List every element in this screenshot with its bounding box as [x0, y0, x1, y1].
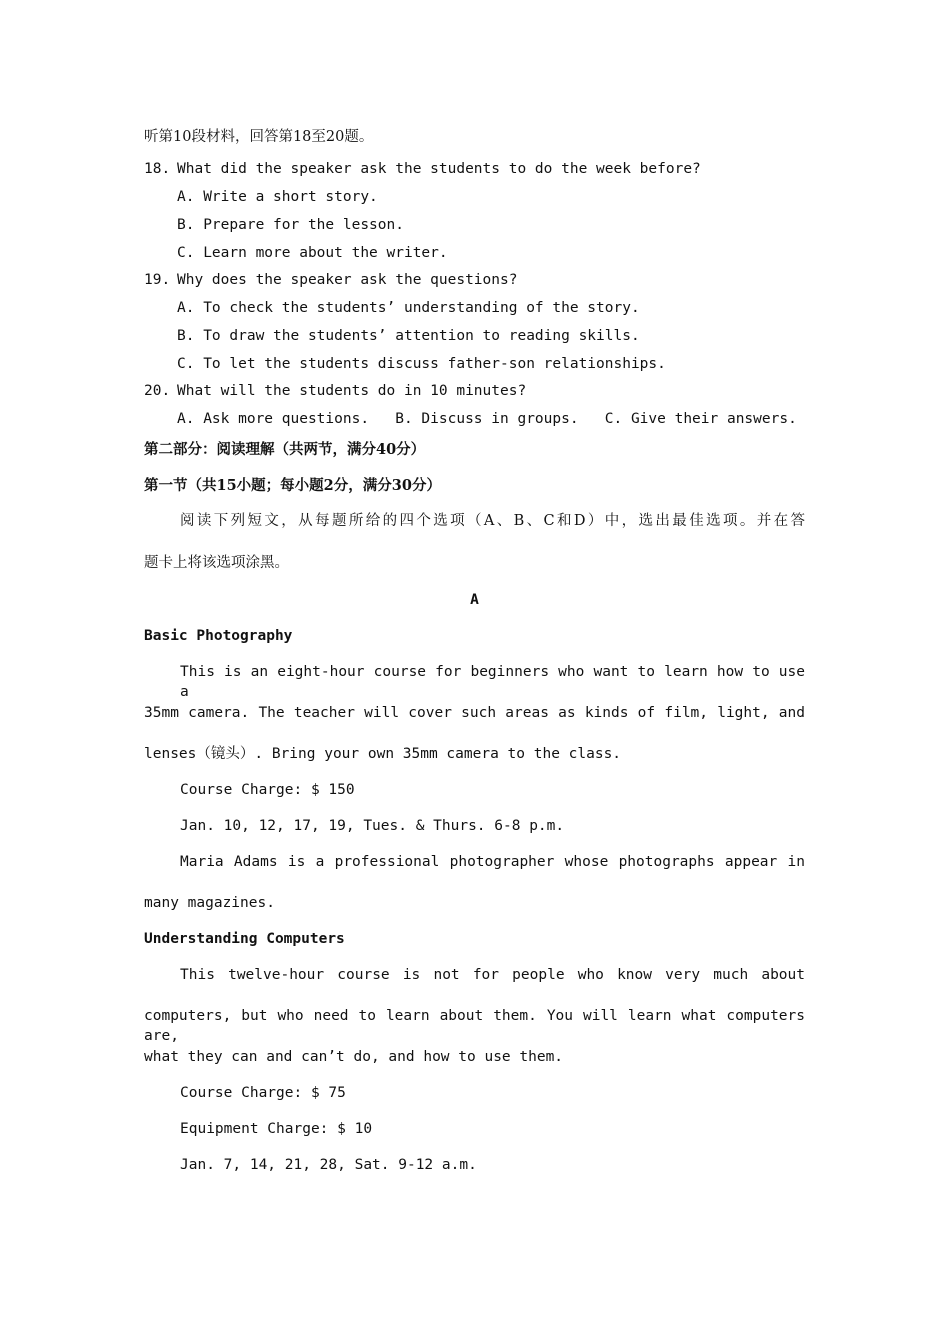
course-schedule: Jan. 10, 12, 17, 19, Tues. & Thurs. 6-8 p.m.	[180, 818, 565, 834]
question-20-options: A. Ask more questions. B. Discuss in groups. C. Give their answers.	[177, 411, 797, 427]
question-18-text: What did the speaker ask the students to do the week before?	[177, 161, 701, 177]
question-18-option-b: B. Prepare for the lesson.	[177, 217, 404, 233]
equipment-charge: Equipment Charge: $ 10	[180, 1121, 373, 1137]
course-schedule: Jan. 7, 14, 21, 28, Sat. 9-12 a.m.	[180, 1157, 477, 1173]
question-19-option-a: A. To check the students’ understanding of the story.	[177, 300, 640, 316]
passage-label: A	[470, 592, 479, 608]
instruction-line-2: 题卡上将该选项涂黑。	[144, 555, 289, 571]
question-18-number: 18.	[144, 161, 171, 177]
course-title: Understanding Computers	[144, 931, 345, 947]
question-19-option-b: B. To draw the students’ attention to reading skills.	[177, 328, 640, 344]
question-20-text: What will the students do in 10 minutes?	[177, 383, 527, 399]
course-description-line: 35mm camera. The teacher will cover such areas as kinds of film, light, and	[144, 705, 805, 721]
question-18-option-c: C. Learn more about the writer.	[177, 245, 448, 261]
course-description-line: This twelve-hour course is not for people who know very much about	[180, 967, 805, 983]
course-charge: Course Charge: $ 75	[180, 1085, 346, 1101]
instruction-line-1: 阅读下列短文，从每题所给的四个选项（A、B、C和D）中，选出最佳选项。并在答	[180, 513, 805, 529]
course-description-line: This is an eight-hour course for beginners who want to learn how to use a	[180, 664, 805, 700]
course-description-line: what they can and can’t do, and how to use them.	[144, 1049, 564, 1065]
course-charge: Course Charge: $ 150	[180, 782, 355, 798]
course-description-line: computers, but who need to learn about them. You will learn what computers are,	[144, 1008, 805, 1044]
question-19-text: Why does the speaker ask the questions?	[177, 272, 518, 288]
course-description-line: lenses（镜头）. Bring your own 35mm camera to the class.	[144, 746, 622, 762]
section1-heading: 第一节（共15小题；每小题2分，满分30分）	[144, 477, 441, 494]
teacher-info-line: Maria Adams is a professional photographer whose photographs appear in	[180, 854, 805, 870]
question-18-option-a: A. Write a short story.	[177, 189, 378, 205]
course-title: Basic Photography	[144, 628, 293, 644]
part2-heading: 第二部分：阅读理解（共两节，满分40分）	[144, 441, 426, 458]
question-19-option-c: C. To let the students discuss father-son relationships.	[177, 356, 666, 372]
listening-intro: 听第10段材料，回答第18至20题。	[144, 129, 374, 145]
question-20-number: 20.	[144, 383, 171, 399]
question-19-number: 19.	[144, 272, 171, 288]
teacher-info-line: many magazines.	[144, 895, 275, 911]
